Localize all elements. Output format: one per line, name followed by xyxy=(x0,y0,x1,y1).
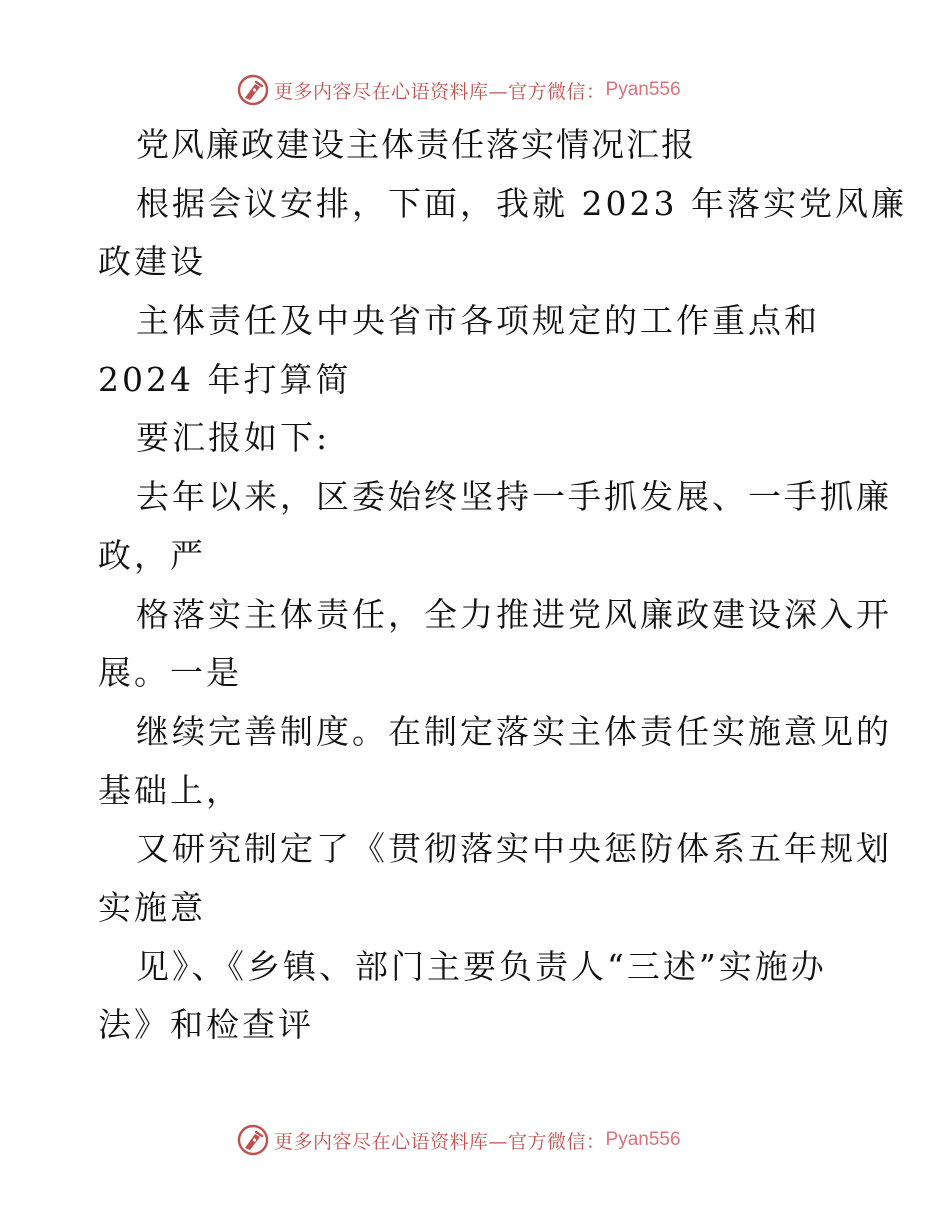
watermark-handle: Pyan556 xyxy=(605,79,681,100)
text-line: 见》、《乡镇、部门主要负责人“三述”实施办 xyxy=(136,946,827,986)
document-title: 党风廉政建设主体责任落实情况汇报 xyxy=(136,125,696,164)
text-line: 法》和检查评 xyxy=(98,1005,314,1045)
pen-nib-icon xyxy=(236,73,270,107)
text-line: 实施意 xyxy=(98,887,206,927)
watermark-handle: Pyan556 xyxy=(605,1129,681,1150)
text-line: 2024 年打算简 xyxy=(98,359,352,399)
text-line: 展。一是 xyxy=(98,653,242,693)
text-line: 要汇报如下: xyxy=(136,418,331,458)
text-line: 主体责任及中央省市各项规定的工作重点和 xyxy=(136,301,820,341)
text-line: 根据会议安排，下面，我就 2023 年落实党风廉 xyxy=(136,183,907,223)
document-body xyxy=(98,116,907,1055)
text-line: 又研究制定了《贯彻落实中央惩防体系五年规划 xyxy=(136,829,892,869)
text-line: 继续完善制度。在制定落实主体责任实施意见的 xyxy=(136,711,892,751)
text-line: 政建设 xyxy=(98,242,206,282)
footer-watermark xyxy=(236,1122,681,1158)
header-watermark xyxy=(236,72,681,108)
watermark-text: 更多内容尽在心语资料库—官方微信： xyxy=(274,1130,606,1153)
watermark-text: 更多内容尽在心语资料库—官方微信： xyxy=(274,80,606,103)
text-line: 格落实主体责任，全力推进党风廉政建设深入开 xyxy=(136,594,892,634)
text-line: 基础上， xyxy=(98,770,242,810)
pen-nib-icon xyxy=(236,1123,270,1157)
text-line: 政，严 xyxy=(98,535,206,575)
text-line: 去年以来，区委始终坚持一手抓发展、一手抓廉 xyxy=(136,477,892,517)
